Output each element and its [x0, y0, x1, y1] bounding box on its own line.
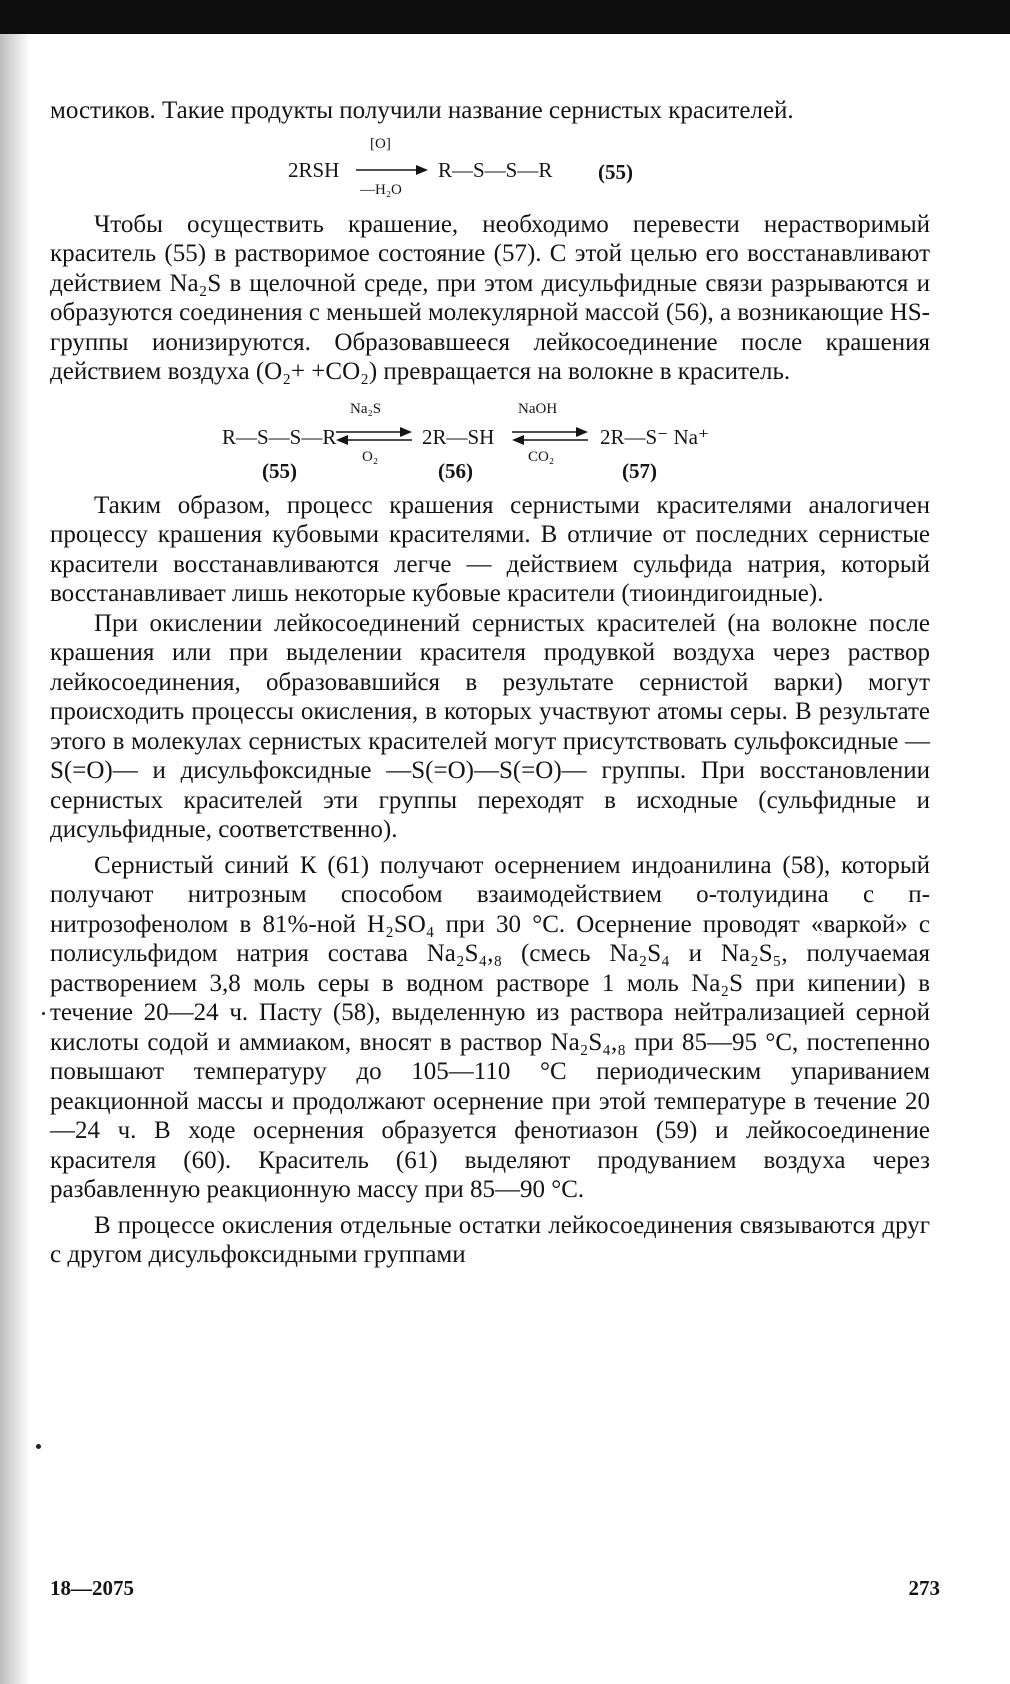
eq2-number-57: (57) [622, 458, 657, 483]
paragraph-oxidation: При окислении лейкосоединений сернистых красителей (на волокне после крашения или при выделении красителя продувкой воздуха через раствор лейкосоединения, образовавшийся в результате сернистой варки) могут происходить процессы окисления, в которых участвуют атомы серы. В результате этого в молекулах сернистых красителей могут присутствовать сульфоксидные —S(=O)— и дисульфоксидные —S(=O)—S(=O)— группы. При восстановлении сернистых красителей эти группы переходят в исходные (сульфидные и дисульфидные, соответственно). [50, 609, 930, 843]
equation-55-56-57 [50, 387, 930, 485]
eq2-number-55: (55) [262, 458, 297, 483]
paragraph-comparison: Таким образом, процесс крашения сернистыми красителями аналогичен процессу крашения кубовыми красителями. В отличие от последних сернистые красители восстанавливаются легче — действием сульфида натрия, который восстанавливает лишь некоторые кубовые красители (тиоиндигоидные). [50, 491, 930, 607]
paragraph-continuation: В процессе окисления отдельные остатки лейкосоединения связываются друг с другом дисульфоксидными группами [50, 1211, 930, 1268]
eq2-number-56: (56) [438, 458, 473, 483]
eq2-condition-under-2: CO₂ [528, 448, 555, 465]
scan-speck [42, 1012, 45, 1015]
eq2-condition-under-1: O₂ [362, 448, 379, 465]
eq2-equilibrium-arrow-1 [336, 425, 412, 447]
equation-55 [50, 126, 930, 210]
eq1-product: R—S—S—R [438, 157, 553, 182]
paragraph-reduction: Чтобы осуществить крашение, необходимо перевести нерастворимый краситель (55) в растворимое состояние (57). С этой целью его восстанавливают действием Na₂S в щелочной среде, при этом дисульфидные связи разрываются и образуются соединения с меньшей молекулярной массой (56), а возникающие HS-группы ионизируются. Образовавшееся лейкосоединение после крашения действием воздуха (O₂+ +CO₂) превращается на волокне в краситель. [50, 210, 930, 385]
printer-signature: 18—2075 [50, 1576, 134, 1600]
scan-top-border [0, 0, 1010, 34]
eq2-compound-57: 2R—S⁻ Na⁺ [600, 424, 710, 449]
eq1-number: (55) [598, 159, 633, 184]
eq2-condition-over-2: NaOH [518, 400, 558, 417]
eq1-condition-under: —H₂O [360, 181, 402, 198]
eq2-compound-56: 2R—SH [422, 424, 495, 449]
eq2-equilibrium-arrow-2 [512, 425, 588, 447]
eq1-condition-over: [O] [370, 135, 391, 152]
page-number: 273 [908, 1576, 940, 1600]
eq2-compound-55: R—S—S—R [222, 424, 337, 449]
eq1-reactant: 2RSH [288, 157, 340, 182]
scan-speck [36, 1444, 41, 1449]
eq1-reaction-arrow [356, 162, 428, 178]
paragraph-sulfur-blue: Сернистый синий К (61) получают осернением индоанилина (58), который получают нитрозным способом взаимодействием о-толуидина с п-нитрозофенолом в 81%-ной H₂SO₄ при 30 °C. Осернение проводят «варкой» с полисульфидом натрия состава Na₂S₄,₈ (смесь Na₂S₄ и Na₂S₅, получаемая растворением 3,8 моль серы в водном растворе 1 моль Na₂S при кипении) в течение 20—24 ч. Пасту (58), выделенную из раствора нейтрализацией серной кислоты содой и аммиаком, вносят в раствор Na₂S₄,₈ при 85—95 °C, постепенно повышают температуру до 105—110 °C периодическим упариванием реакционной массы и продолжают осернение при этой температуре в течение 20—24 ч. В ходе осернения образуется фенотиазон (59) и лейкосоединение красителя (60). Краситель (61) выделяют продуванием воздуха через разбавленную реакционную массу при 85—90 °C. [50, 851, 930, 1203]
paragraph-intro: мостиков. Такие продукты получили название сернистых красителей. [50, 97, 794, 124]
scan-binding-shadow [0, 34, 30, 1684]
eq2-condition-over-1: Na₂S [350, 400, 382, 417]
page-body [50, 96, 930, 1270]
